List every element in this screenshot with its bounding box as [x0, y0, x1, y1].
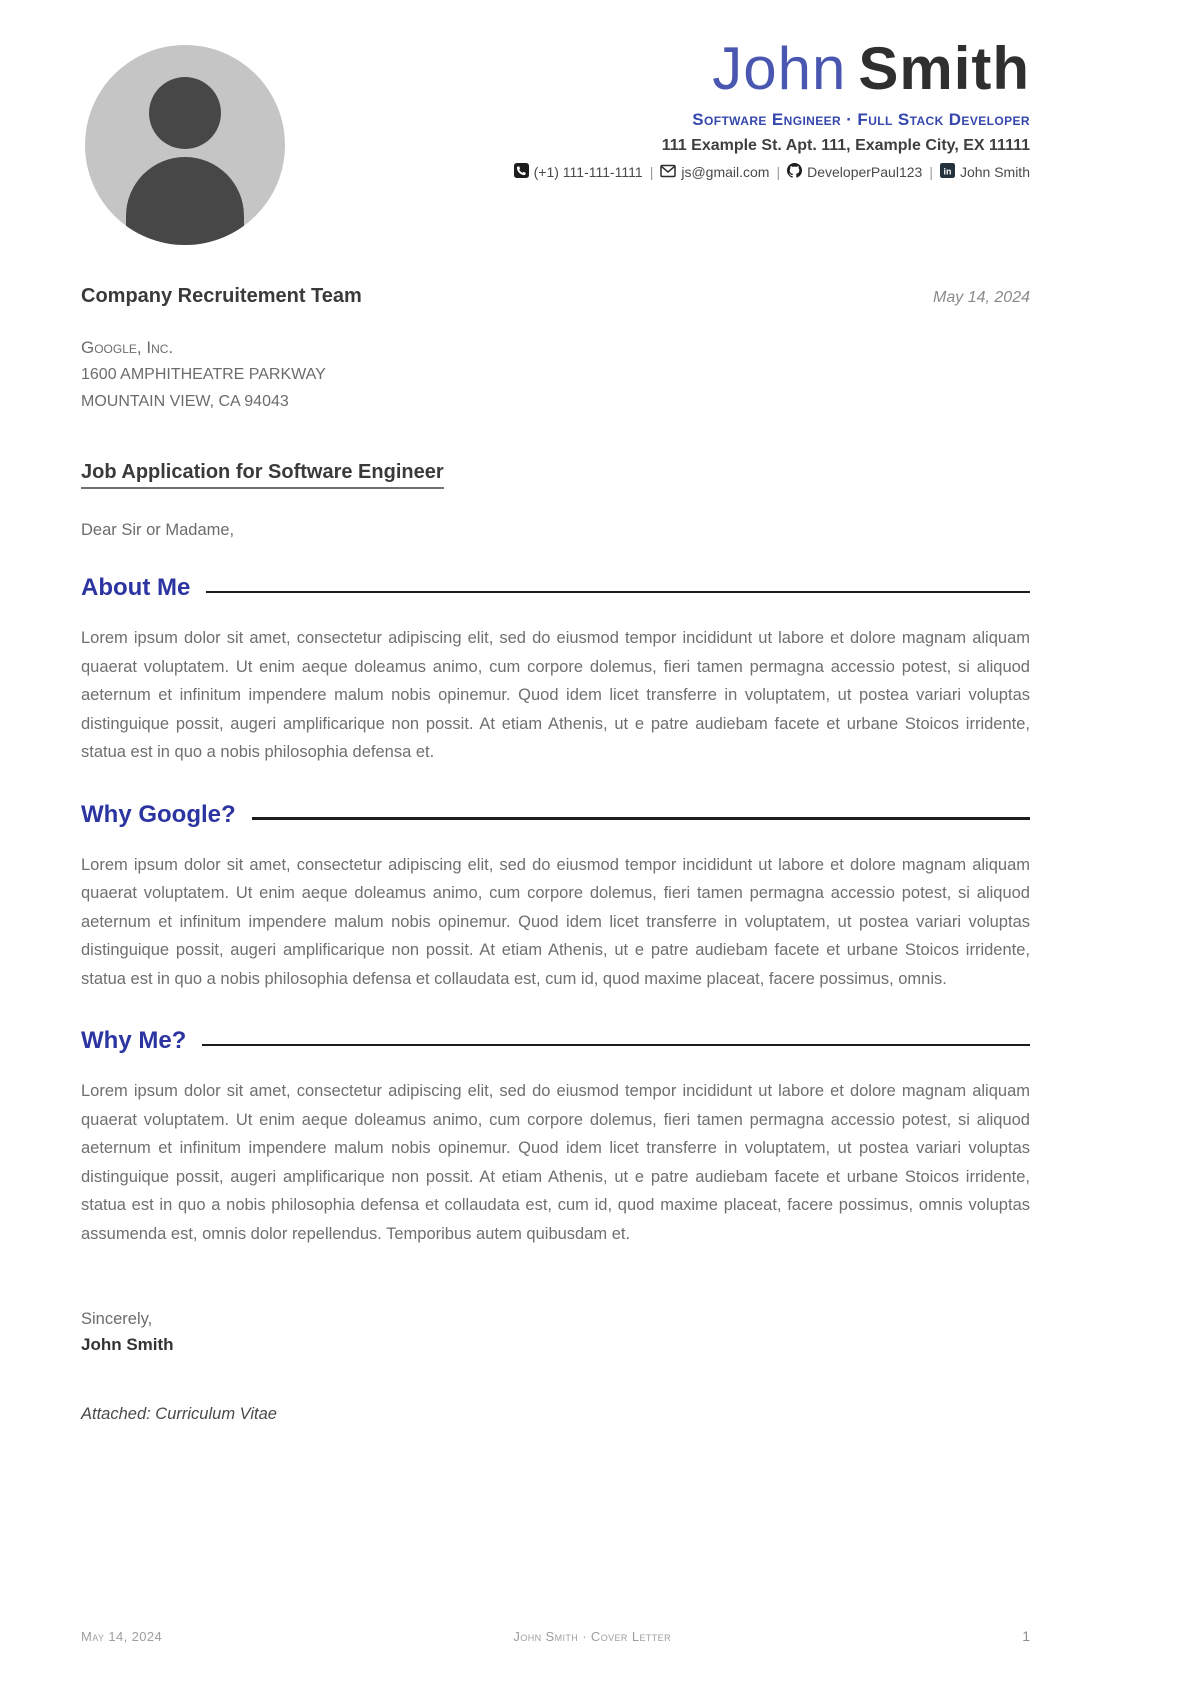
contact-separator: | [929, 164, 933, 180]
company-name: Google, Inc. [81, 338, 174, 357]
section-paragraph: Lorem ipsum dolor sit amet, consectetur adipiscing elit, sed do eiusmod tempor incididunt ut labore et dolore magnam aliquam quaerat voluptatem. Ut enim aeque doleamus animo, cum corpore dolemus, fieri tamen permagna accessio potest, si aliquod aeternum et infinitum impendere malum nobis opinemur. Quod idem licet transferre in voluptatem, ut postea variari voluptas distinguique possit, augeri amplificarique non possit. At etiam Athenis, ut e patre audiebam facete et urbane Stoicos irridente, statua est in quo a nobis philosophia defensa et. [81, 629, 1030, 761]
phone-icon [514, 163, 529, 181]
postal-address: 111 Example St. Apt. 111, Example City, EX 11111 [661, 137, 1030, 154]
signature-name: John Smith [81, 1335, 174, 1354]
last-name: Smith [858, 35, 1030, 102]
section-rule [252, 817, 1030, 820]
email-address: js@gmail.com [681, 164, 770, 180]
section-rule [206, 591, 1030, 594]
github-contact[interactable] [787, 163, 922, 181]
section-title: Why Google? [81, 800, 236, 828]
github-icon [787, 163, 802, 181]
section-header [81, 1027, 1030, 1055]
email-icon [660, 164, 676, 181]
company-address-line-1: 1600 AMPHITHEATRE PARKWAY [81, 366, 326, 383]
section-title: Why Me? [81, 1027, 187, 1054]
page-footer [81, 1628, 1030, 1644]
valediction: Sincerely, [81, 1310, 153, 1328]
section-paragraph: Lorem ipsum dolor sit amet, consectetur adipiscing elit, sed do eiusmod tempor incididunt ut labore et dolore magnam aliquam quaerat voluptatem. Ut enim aeque doleamus animo, cum corpore dolemus, fieri tamen permagna accessio potest, si aliquod aeternum et infinitum impendere malum nobis opinemur. Quod idem licet transferre in voluptatem, ut postea variari voluptas distinguique possit, augeri amplificarique non possit. At etiam Athenis, ut e patre audiebam facete et urbane Stoicos irridente, statua est in quo a nobis philosophia defensa et collaudata est, cum id, quod maxime placeat, facere possimus, omnis. [81, 855, 1030, 988]
section-paragraph: Lorem ipsum dolor sit amet, consectetur adipiscing elit, sed do eiusmod tempor incididunt ut labore et dolore magnam aliquam quaerat voluptatem. Ut enim aeque doleamus animo, cum corpore dolemus, fieri tamen permagna accessio potest, si aliquod aeternum et infinitum impendere malum nobis opinemur. Quod idem licet transferre in voluptatem, ut postea variari voluptas distinguique possit, augeri amplificarique non possit. At etiam Athenis, ut e patre audiebam facete et urbane Stoicos irridente, statua est in quo a nobis philosophia defensa et collaudata est, cum id, quod maxime placeat, facere possimus, omnis voluptas assumenda est, omnis dolor repellendus. Temporibus autem quibusdam et. [81, 1082, 1030, 1243]
footer-page-number: 1 [1022, 1628, 1030, 1644]
contact-line [514, 163, 1030, 181]
person-silhouette-head-icon [149, 77, 221, 149]
section-about-me [81, 574, 1030, 767]
linkedin-icon [940, 163, 955, 181]
phone-contact [514, 163, 643, 181]
contact-separator: | [649, 164, 654, 180]
attachment-note: Attached: Curriculum Vitae [81, 1405, 277, 1423]
linkedin-name: John Smith [959, 164, 1030, 180]
letter-subject: Job Application for Software Engineer [81, 461, 444, 489]
footer-document-title: John Smith · Cover Letter [513, 1629, 671, 1644]
recipient-address-block [81, 334, 1030, 415]
page-title [514, 35, 1030, 102]
section-title: About Me [81, 574, 191, 601]
section-header [81, 801, 1030, 829]
contact-separator: | [776, 164, 781, 180]
job-tagline: Software Engineer · Full Stack Developer [692, 110, 1030, 129]
section-rule [202, 1044, 1030, 1047]
closing-block [81, 1310, 1030, 1424]
section-header [81, 574, 1030, 602]
section-why-me [81, 1027, 1030, 1248]
header [514, 35, 1030, 181]
letter-body [81, 285, 1030, 1424]
svg-text:in: in [943, 166, 952, 177]
person-silhouette-body-icon [126, 157, 244, 245]
profile-photo [85, 45, 285, 245]
section-why-google [81, 801, 1030, 994]
recipient-row [81, 285, 1030, 308]
email-contact[interactable] [660, 164, 769, 181]
github-username: DeveloperPaul123 [807, 164, 923, 180]
letter-date: May 14, 2024 [933, 289, 1030, 306]
company-address-line-2: MOUNTAIN VIEW, CA 94043 [81, 393, 289, 410]
first-name: John [712, 35, 847, 102]
salutation: Dear Sir or Madame, [81, 521, 235, 539]
recipient-name: Company Recruitement Team [81, 285, 362, 307]
phone-number: (+1) 111-111-1111 [533, 164, 643, 180]
footer-date: May 14, 2024 [81, 1629, 163, 1644]
linkedin-contact[interactable] [940, 163, 1030, 181]
